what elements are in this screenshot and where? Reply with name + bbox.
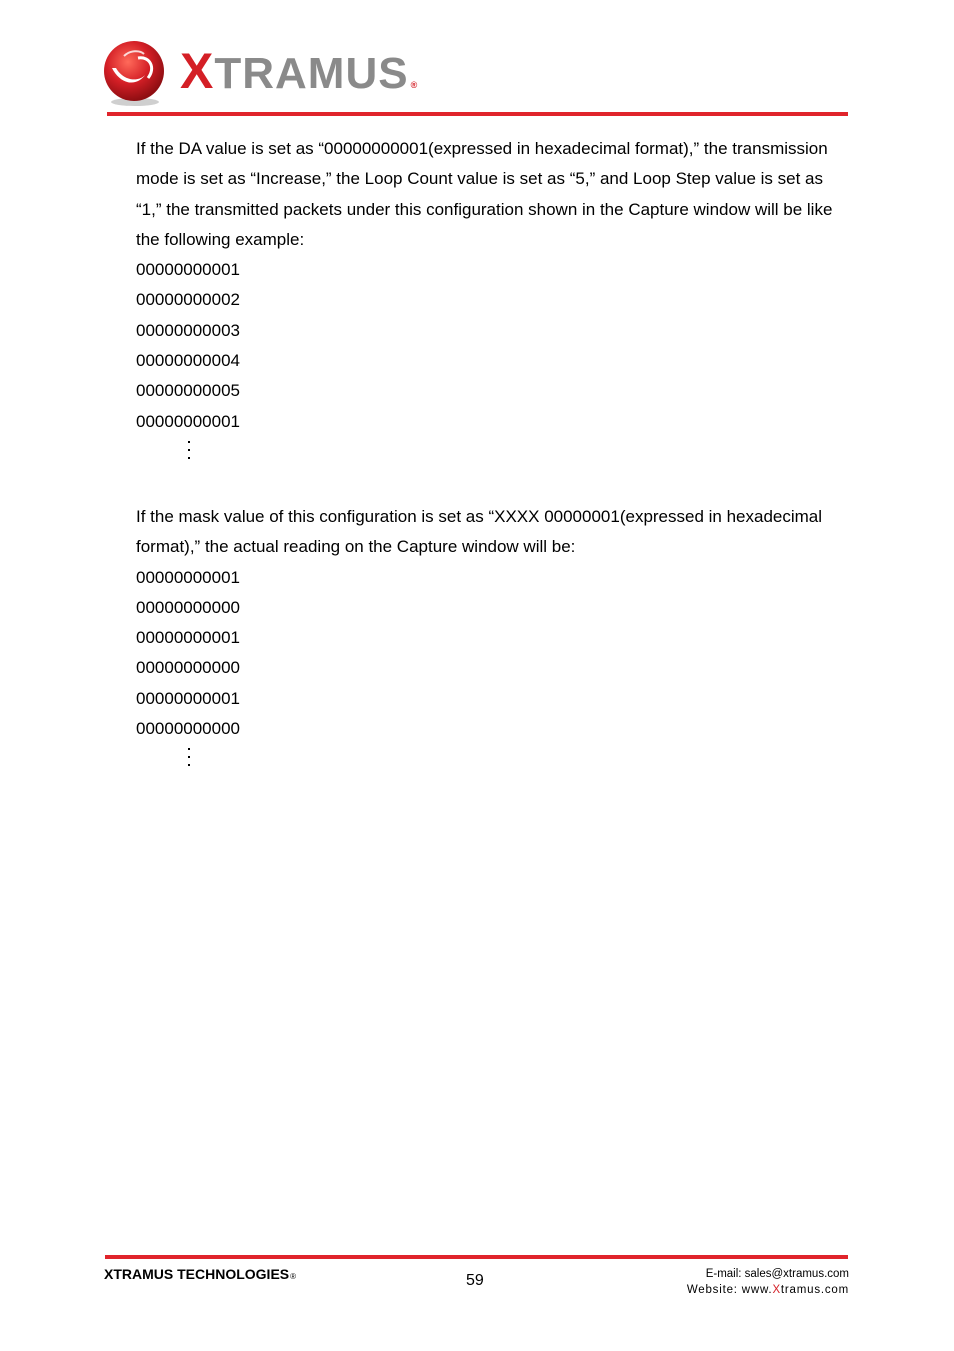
page-number: 59 [466,1272,484,1289]
paragraph-da-value: If the DA value is set as “00000000001(expressed in hexadecimal format),” the transmission mode is set as “Increase,” the Loop Count value is set as “5,” and Loop Step value is set as “1,” the transmitted packets under this configuration shown in the Capture window will be like the following example: [136,139,833,249]
footer-contact [687,1266,849,1298]
list-item: 00000000001 [136,628,241,648]
xtramus-logo [102,38,432,108]
logo-wordmark: XTRAMUS ® [180,43,419,99]
list-item: 00000000002 [136,290,241,310]
paragraph-mask-value: If the mask value of this configuration is set as “XXXX 00000001(expressed in hexadecimal format),” the actual reading on the Capture window will be: [136,506,823,557]
vertical-ellipsis [188,744,836,774]
globe-logo-icon [102,38,168,108]
list-item: 00000000000 [136,719,241,739]
list-item: 00000000001 [136,688,241,708]
footer-website: Website: www.Xtramus.com [686,1284,849,1296]
list-item: 00000000000 [136,658,241,678]
footer-company: XTRAMUS TECHNOLOGIES® [104,1266,297,1282]
list-item: 00000000001 [136,260,241,280]
list-item: 00000000003 [136,320,241,340]
footer-rule [105,1255,848,1259]
vertical-ellipsis-icon [188,441,192,463]
list-item: 00000000000 [136,597,241,617]
list-item: 00000000004 [136,351,241,371]
list-item: 00000000005 [136,381,241,401]
vertical-ellipsis [188,437,836,467]
vertical-ellipsis-icon [188,748,192,770]
page-content [136,134,836,774]
header-rule [107,112,848,116]
footer-email: E-mail: sales@xtramus.com [705,1268,849,1280]
list-item: 00000000001 [136,567,241,587]
list-item: 00000000001 [136,411,241,431]
